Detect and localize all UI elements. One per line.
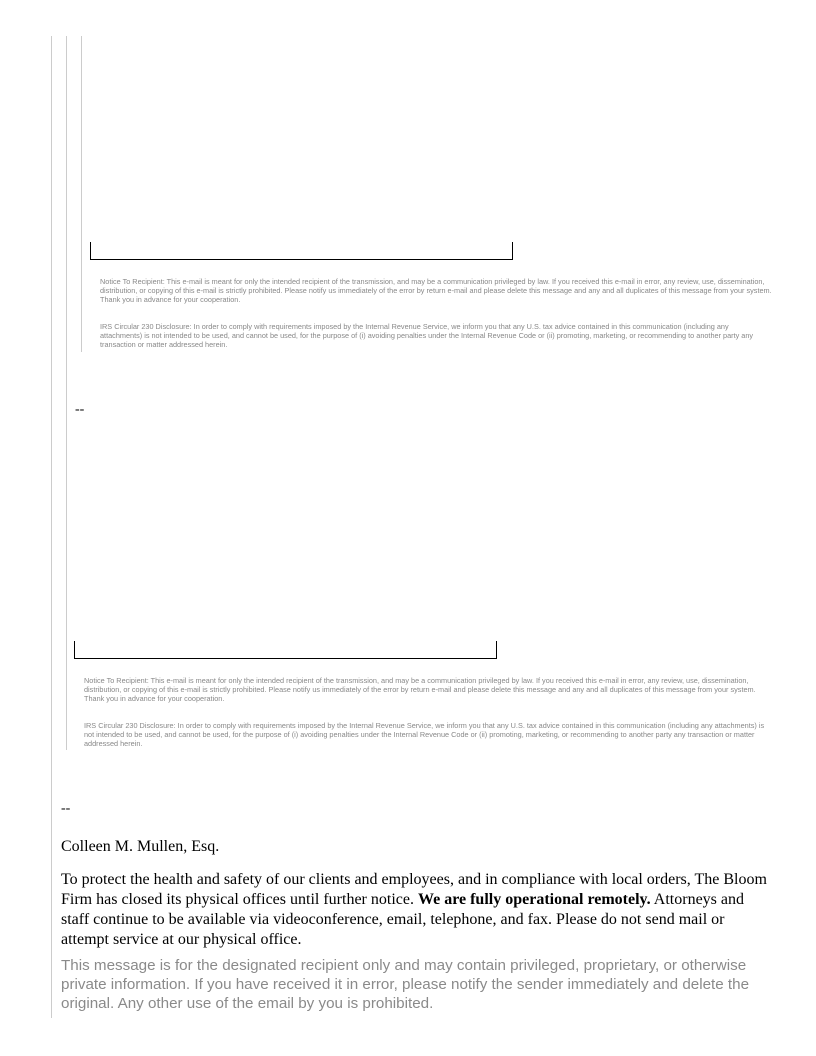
irs-disclosure-outer: IRS Circular 230 Disclosure: In order to comply with requirements imposed by the Internal Revenue Service, we inform you that any U.S. tax advice contained in this communication (including any attachments) is not intended to be used, and cannot be used, for the purpose of (i) avoiding penalties under the Internal Revenue Code or (ii) promoting, marketing, or recommending to another party any transaction or matter addressed herein. bbox=[84, 721, 765, 749]
signature-image-frame-outer bbox=[74, 641, 497, 659]
quote-border-inner bbox=[81, 36, 82, 352]
remote-operation-emphasis: We are fully operational remotely. bbox=[417, 891, 651, 908]
quote-border-middle bbox=[66, 36, 67, 750]
quote-border-outer bbox=[51, 36, 52, 1018]
covid-office-notice: To protect the health and safety of our clients and employees, and in compliance with local orders, The Bloom Firm has closed its physical offices until further notice. We are fully operational remotely. Attorneys and staff continue to be available via videoconference, email, telephone, and fax. Please do not send mail or attempt service at our physical office. bbox=[61, 871, 767, 948]
sender-name: Colleen M. Mullen, Esq. bbox=[61, 838, 220, 855]
notice-to-recipient-inner: Notice To Recipient: This e-mail is meant for only the intended recipient of the transmission, and may be a communication privileged by law. If you received this e-mail in error, any review, use, dissemination, distribution, or copying of this e-mail is strictly prohibited. Please notify us immediately of the error by return e-mail and please delete this message and any and all duplicates of this message from your system. Thank you in advance for your cooperation. bbox=[100, 277, 772, 305]
signature-image-frame-inner bbox=[90, 242, 513, 260]
signature-separator-outer: -- bbox=[75, 402, 85, 417]
confidentiality-disclaimer: This message is for the designated recipient only and may contain privileged, proprietary, or otherwise private information. If you have received it in error, please notify the sender immediately and delete the original. Any other use of the email by you is prohibited. bbox=[61, 957, 750, 1012]
irs-disclosure-inner: IRS Circular 230 Disclosure: In order to comply with requirements imposed by the Internal Revenue Service, we inform you that any U.S. tax advice contained in this communication (including any attachments) is not intended to be used, and cannot be used, for the purpose of (i) avoiding penalties under the Internal Revenue Code or (ii) promoting, marketing, or recommending to another party any transaction or matter addressed herein. bbox=[100, 322, 754, 350]
notice-to-recipient-outer: Notice To Recipient: This e-mail is meant for only the intended recipient of the transmission, and may be a communication privileged by law. If you received this e-mail in error, any review, use, dissemination, distribution, or copying of this e-mail is strictly prohibited. Please notify us immediately of the error by return e-mail and please delete this message and any and all duplicates of this message from your system. Thank you in advance for your cooperation. bbox=[84, 676, 756, 704]
signature-separator: -- bbox=[61, 801, 71, 816]
